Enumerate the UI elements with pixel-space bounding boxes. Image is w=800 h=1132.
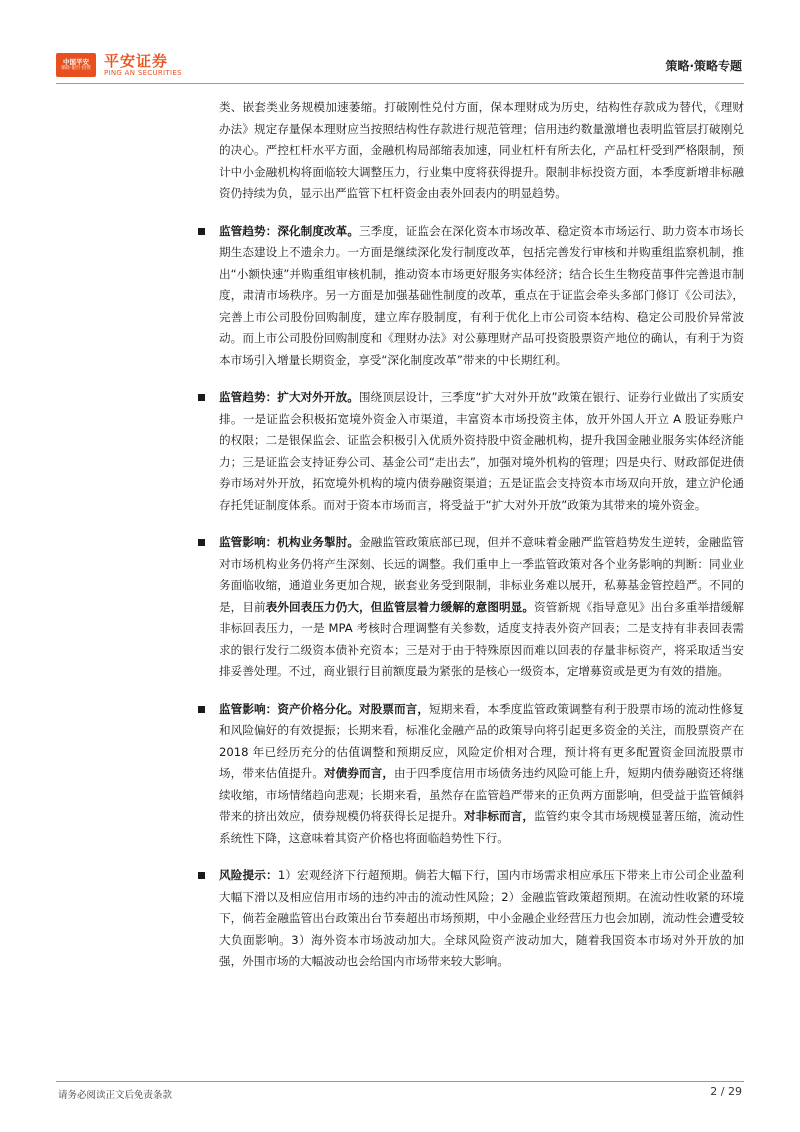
bullet-item xyxy=(56,221,744,372)
header-divider xyxy=(56,83,744,84)
bullet-heading: 监管影响：机构业务掣肘。 xyxy=(219,535,360,549)
intro-paragraph: 类、嵌套类业务规模加速萎缩。打破刚性兑付方面，保本理财成为历史，结构性存款成为替代，《理财办法》规定存量保本理财应当按照结构性存款进行规范管理；信用违约数量激增也表明监管层打破刚兑的决心。严控杠杆水平方面，金融机构局部缩表加速，同业杠杆有所去化，产品杠杆受到严格限制，预计中小金融机构将面临较大调整压力，行业集中度将获得提升。限制非标投资方面，本季度新增非标融资仍持续为负，显示出严监管下杠杆资金由表外回表内的明显趋势。 xyxy=(219,100,744,200)
bullet-content: 金融监管政策底部已现，但并不意味着金融严监管趋势发生逆转，金融监管对市场机构业务仍将产生深刻、长远的调整。我们重申上一季监管政策对各个业务影响的判断：同业业务面临收缩，通道业务更加合规，嵌套业务受到限制，非标业务难以展开，私募基金管控趋严。不同的是，目前 xyxy=(219,535,744,614)
page-number: 2 / 29 xyxy=(710,1085,742,1098)
bullet-item xyxy=(56,387,744,516)
logo-name-en: PING AN SECURITIES xyxy=(104,68,182,77)
bullet-heading: 监管趋势：深化制度改革。 xyxy=(219,223,360,238)
logo-badge xyxy=(56,53,96,77)
section-title: 策略·策略专题 xyxy=(665,59,742,73)
bullet-emphasis: 对债券而言， xyxy=(324,766,395,780)
bullet-content: 短期来看，本季度监管政策调整有利于股票市场的流动性修复和风险偏好的有效提振；长期来看，标准化金融产品的政策导向将引起更多资金的关注，而股票资产在 2018 年已经历充分的估值调整和预期反应，风险定价相对合理，预计将有更多配置资金回流股票市场，带来估值提升。 xyxy=(219,701,744,780)
square-bullet-icon xyxy=(56,699,219,850)
bullet-item xyxy=(56,532,744,683)
page-header xyxy=(0,0,800,84)
bullet-text xyxy=(219,865,744,973)
bullet-content: 资管新规《指导意见》出台多重举措缓解非标回表压力，一是 MPA 考核时合理调整有关参数，适度支持表外资产回表；二是支持有非表回表需求的银行发行二级资本债补充资本；三是对于由于特殊原因而难以回表的存量非标资产，将采取适当安排妥善处理。不过，商业银行目前额度最为紧张的是核心一级资本，定增募资或是更为有效的措施。 xyxy=(219,599,744,678)
square-bullet-icon xyxy=(56,532,219,683)
square-bullet-icon xyxy=(56,865,219,973)
bullet-text xyxy=(219,532,744,683)
bullet-emphasis: 对股票而言， xyxy=(359,701,430,716)
bullet-text xyxy=(219,387,744,516)
bullet-text xyxy=(219,221,744,372)
bullet-content: 围绕顶层设计，三季度“扩大对外开放”政策在银行、证券行业做出了实质安排。一是证监会积极拓宽境外资金入市渠道，丰富资本市场投资主体，放开外国人开立 A 股证券账户的权限；二是银保监会、证监会积极引入优质外资持股中资金融机构，提升我国金融业服务实体经济能力；三是证监会支持证券公司、基金公司“走出去”，加强对境外机构的管理；四是央行、财政部促进债券市场对外开放，拓宽境外机构的境内债券融资渠道；五是证监会支持资本市场双向开放，建立沪伦通存托凭证制度体系。而对于资本市场而言，将受益于“扩大对外开放”政策为其带来的境外资金。 xyxy=(219,390,744,512)
bullet-content: 监管约束令其市场规模显著压缩，流动性系统性下降，这意味着其资产价格也将面临趋势性下行。 xyxy=(219,809,744,845)
bullet-emphasis: 表外回表压力仍大，但监管层着力缓解的意图明显。 xyxy=(265,599,535,614)
bullet-emphasis: 对非标而言， xyxy=(464,809,535,823)
logo-badge-sub: 保险·银行·投资 xyxy=(61,66,91,71)
bullet-item xyxy=(56,865,744,973)
logo-wordmark xyxy=(104,53,182,78)
logo-badge-main: 中国平安 xyxy=(63,58,89,66)
footer-disclaimer: 请务必阅读正文后免责条款 xyxy=(58,1090,173,1101)
bullet-content: 1）宏观经济下行超预期。倘若大幅下行，国内市场需求相应承压下带来上市公司企业盈利大幅下滑以及相应信用市场的违约冲击的流动性风险；2）金融监管政策超预期。在流动性收紧的环境下，倘若金融监管出台政策出台节奏超出市场预期，中小金融企业经营压力也会加剧，流动性会遭受较大负面影响。3）海外资本市场波动加大。全球风险资产波动加大，随着我国资本市场对外开放的加强，外围市场的大幅波动也会给国内市场带来较大影响。 xyxy=(219,868,744,968)
bullet-item xyxy=(56,699,744,850)
square-bullet-icon xyxy=(56,387,219,516)
logo-name-cn: 平安证券 xyxy=(104,51,169,70)
bullet-text xyxy=(219,699,744,850)
bullet-content: 三季度，证监会在深化资本市场改革、稳定资本市场运行、助力资本市场长期生态建设上不遗余力。一方面是继续深化发行制度改革，包括完善发行审核和并购重组监察机制，推出“小额快速”并购重组审核机制，推动资本市场更好服务实体经济；结合长生生物疫苗事件完善退市制度，肃清市场秩序。另一方面是加强基础性制度的改革，重点在于证监会牵头多部门修订《公司法》，完善上市公司股份回购制度，建立库存股制度，有利于优化上市公司资本结构、稳定公司股价异常波动。而上市公司股份回购制度和《理财办法》对公募理财产品可投资股票资产地位的确认，有利于为资本市场引入增量长期资金，享受“深化制度改革”带来的中长期红利。 xyxy=(219,223,744,367)
bullet-heading: 监管影响：资产价格分化。 xyxy=(219,701,360,716)
bullet-content: 由于四季度信用市场债务违约风险可能上升，短期内债券融资还将继续收缩，市场情绪趋向悲观；长期来看，虽然存在监管趋严带来的正负两方面影响，但受益于监管倾斜带来的挤出效应，债券规模仍将获得长足提升。 xyxy=(219,766,744,823)
bullet-heading: 风险提示： xyxy=(219,868,278,882)
company-logo xyxy=(56,52,182,78)
report-body xyxy=(56,97,744,989)
bullet-heading: 监管趋势：扩大对外开放。 xyxy=(219,390,359,404)
footer-divider xyxy=(56,1081,744,1082)
square-bullet-icon xyxy=(56,221,219,372)
